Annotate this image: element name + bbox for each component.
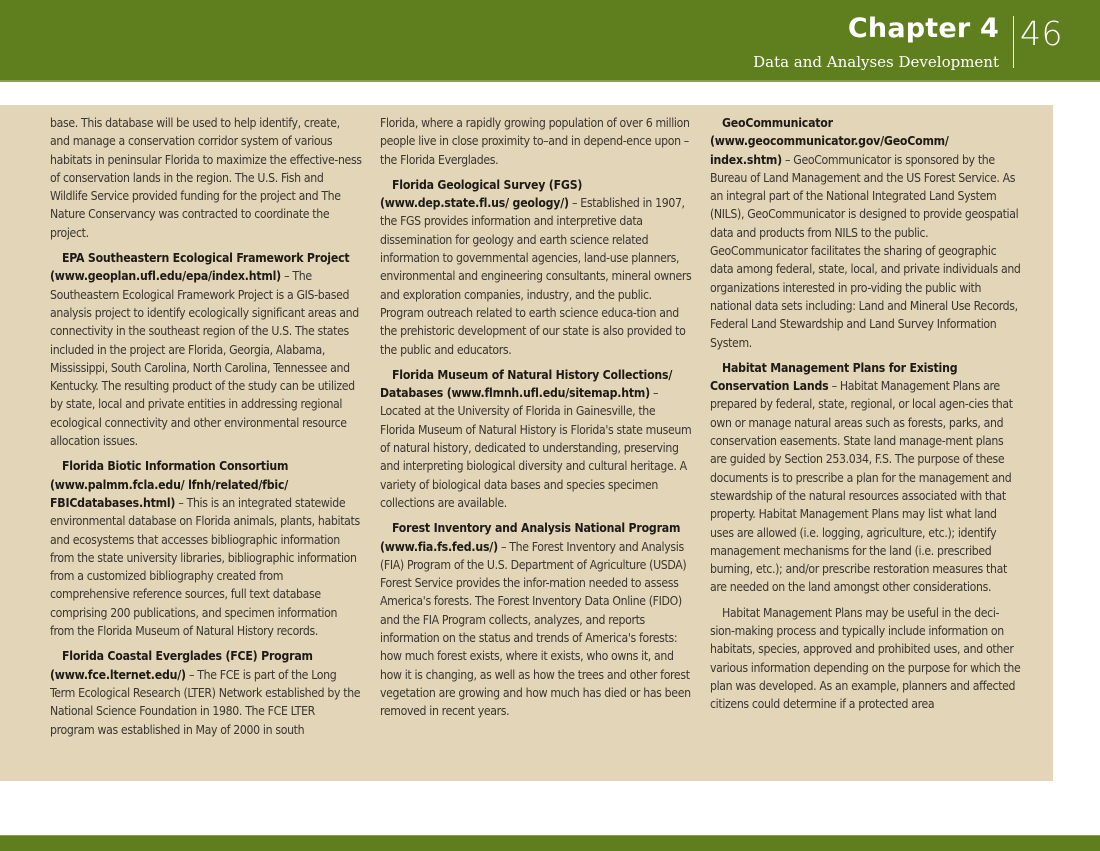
header-divider — [1013, 16, 1014, 68]
paragraph — [380, 366, 692, 512]
paragraph — [380, 176, 692, 359]
entry-title: Florida Geological Survey (FGS) (www.dep.state.fl.us/ geology/) — [380, 177, 583, 211]
entry-title: GeoCommunicator (www.geocommunicator.gov/GeoComm/ index.shtm) — [710, 116, 949, 167]
text-column-3 — [710, 114, 1022, 721]
page-number: 46 — [1020, 14, 1063, 53]
entry-body: – The FCE is part of the Long Term Ecological Research (LTER) Network established by the National Science Foundation in 1980. The FCE LTER program was established in May of 2000 in south — [50, 667, 361, 737]
paragraph — [380, 519, 692, 720]
chapter-title: Chapter 4 — [847, 13, 999, 44]
entry-body: – The Forest Inventory and Analysis (FIA) Program of the U.S. Department of Agriculture (USDA) Forest Service provides the infor-mation needed to assess America's forests. The Forest Inventory Data Online (FIDO) and the FIA Program collects, analyzes, and reports information on the status and trends of America's forests: how much forest exists, where it exists, who owns it, and how it is changing, as well as how the trees and other forest vegetation are growing and how much has died or has been removed in recent years. — [380, 539, 691, 719]
paragraph — [50, 457, 362, 640]
paragraph — [710, 604, 1022, 714]
paragraph — [50, 647, 362, 738]
entry-body: – Established in 1907, the FGS provides information and interpretive data dissemination for geology and earth science related information to governmental agencies, land-use planners, environmental and engineering consultants, mineral owners and exploration companies, industry, and the public. Program outreach related to earth science educa-tion and the prehistoric development of our state is also provided to the public and educators. — [380, 196, 692, 357]
entry-body: base. This database will be used to help identify, create, and manage a conservation corridor system of various habitats in peninsular Florida to maximize the effective-ness of conservation lands in the region. The U.S. Fish and Wildlife Service provided funding for the project and The Nature Conservancy was contracted to coordinate the project. — [50, 116, 362, 240]
entry-body: – GeoCommunicator is sponsored by the Bureau of Land Management and the US Forest Service. As an integral part of the National Integrated Land System (NILS), GeoCommunicator is designed to provide geospatial data and products from NILS to the public. GeoCommunicator facilitates the sharing of geographic data among federal, state, local, and private individuals and organizations interested in pro-viding the public with national data sets including: Land and Mineral Use Records, Federal Land Stewardship and Land Survey Information System. — [710, 152, 1021, 350]
entry-body: – This is an integrated statewide environmental database on Florida animals, plants, habitats and ecosystems that accesses bibliographic information from the state university libraries, bibliographic information from a customized bibliography created from comprehensive reference sources, full text database comprising 200 publications, and specimen information from the Florida Museum of Natural History records. — [50, 495, 360, 639]
entry-body: – Located at the University of Florida in Gainesville, the Florida Museum of Natural History is Florida's state museum of natural history, dedicated to understanding, preserving and interpreting biological diversity and cultural heritage. A variety of biological data bases and species specimen collections are available. — [380, 386, 692, 510]
text-column-1 — [50, 114, 362, 746]
entry-title: Habitat Management Plans for Existing Conservation Lands — [710, 360, 958, 394]
entry-body: Habitat Management Plans may be useful in the deci-sion-making process and typically include information on habitats, species, approved and prohibited uses, and other various information depending on the purpose for which the plan was developed. As an example, planners and affected citizens could determine if a protected area — [710, 605, 1021, 712]
paragraph — [380, 114, 692, 169]
paragraph — [50, 249, 362, 450]
entry-title: Florida Biotic Information Consortium (www.palmm.fcla.edu/ lfnh/related/fbic/ FBICdatabases.html) — [50, 459, 289, 510]
chapter-header — [0, 0, 1100, 82]
text-column-2 — [380, 114, 692, 728]
entry-title: Florida Coastal Everglades (FCE) Program (www.fce.lternet.edu/) — [50, 649, 313, 682]
paragraph — [710, 359, 1022, 597]
paragraph — [710, 114, 1022, 352]
paragraph — [50, 114, 362, 242]
entry-title: Florida Museum of Natural History Collections/ Databases (www.flmnh.ufl.edu/sitemap.htm) — [380, 367, 673, 401]
entry-body: Florida, where a rapidly growing population of over 6 million people live in close proximity to–and in depend-ence upon – the Florida Everglades. — [380, 116, 690, 167]
entry-title: EPA Southeastern Ecological Framework Project (www.geoplan.ufl.edu/epa/index.html) — [50, 251, 350, 284]
footer-bar — [0, 835, 1100, 851]
entry-body: – Habitat Management Plans are prepared by federal, state, regional, or local agen-cies that own or manage natural areas such as forests, parks, and conservation easements. State land manage-ment plans are guided by Section 253.034, F.S. The purpose of these documents is to prescribe a plan for the management and stewardship of the natural resources associated with that property. Habitat Management Plans may list what land uses are allowed (i.e. logging, agriculture, etc.); identify management mechanisms for the land (i.e. prescribed burning, etc.); and/or prescribe restoration measures that are needed on the land amongst other considerations. — [710, 379, 1013, 595]
entry-title: Forest Inventory and Analysis National Program (www.fia.fs.fed.us/) — [380, 521, 681, 554]
chapter-subtitle: Data and Analyses Development — [753, 53, 999, 71]
entry-body: – The Southeastern Ecological Framework Project is a GIS-based analysis project to identify ecologically significant areas and connectivity in the southeast region of the U.S. The states included in the project are Florida, Georgia, Alabama, Mississippi, South Carolina, North Carolina, Tennessee and Kentucky. The resulting product of the study can be utilized by state, local and private entities in addressing regional ecological connectivity and other environmental resource allocation issues. — [50, 269, 359, 449]
